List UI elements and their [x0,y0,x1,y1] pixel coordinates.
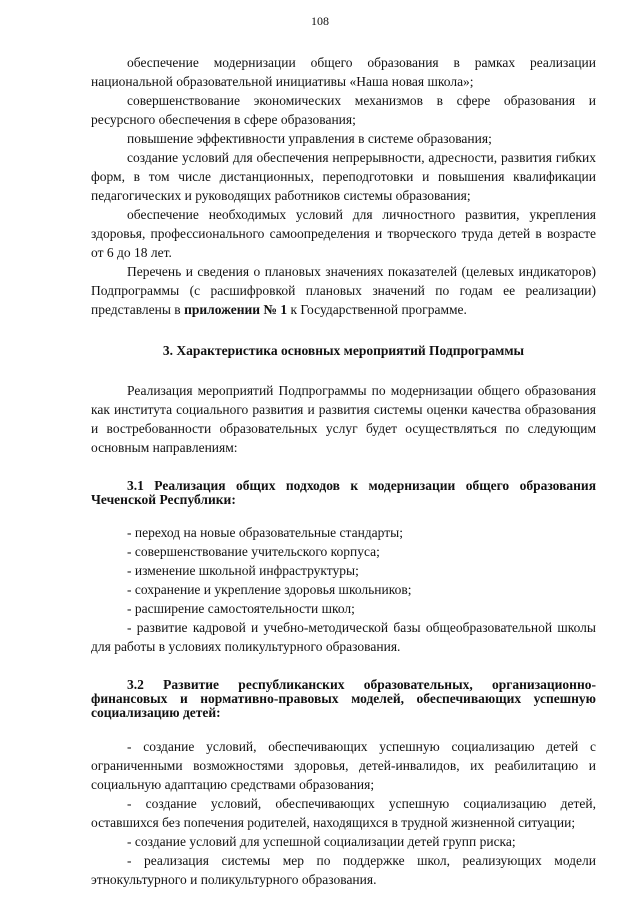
list-item: - совершенствование учительского корпуса; [127,544,380,559]
list-item: - переход на новые образовательные стандарты; [127,525,403,540]
list-item: - сохранение и укрепление здоровья школьников; [127,582,412,597]
intro-paragraph: обеспечение модернизации общего образования в рамках реализации национальной образовательной инициативы «Наша новая школа»; [91,55,596,89]
indicators-text-after: к Государственной программе. [287,302,467,317]
page-number: 108 [311,14,329,28]
indicators-text-before: Перечень и сведения о плановых значениях показателей (целевых индикаторов) Подпрограммы (с расшифровкой плановых значений по годам ее реализации) представлены в [91,264,596,317]
indicators-paragraph [91,262,596,319]
section-title: 3. Характеристика основных мероприятий Подпрограммы [162,343,525,358]
intro-paragraph: создание условий для обеспечения непрерывности, адресности, развития гибких форм, в том числе дистанционных, переподготовки и повышения квалификации педагогических и руководящих работников системы образования; [91,150,596,203]
list-item: - создание условий, обеспечивающих успешную социализацию детей с ограниченными возможностями здоровья, детей-инвалидов, их реабилитацию и социальную адаптацию средствами образования; [91,739,596,792]
section-intro: Реализация мероприятий Подпрограммы по модернизации общего образования как института социального развития и развития системы оценки качества образования и востребованности образовательных услуг будет осуществляться по следующим основным направлениям: [91,383,596,455]
appendix-reference: приложении № 1 [184,302,288,317]
list-item: - расширение самостоятельности школ; [127,601,355,616]
document-body [91,53,596,889]
intro-paragraph: обеспечение необходимых условий для личностного развития, укрепления здоровья, профессионального самоопределения и творческого труда детей в возрасте от 6 до 18 лет. [91,207,596,260]
subsection-2-heading: 3.2 Развитие республиканских образовательных, организационно-финансовых и нормативно-правовых моделей, обеспечивающих успешную социализацию детей: [91,677,596,720]
intro-paragraph: повышение эффективности управления в системе образования; [127,131,492,146]
list-item: - создание условий, обеспечивающих успешную социализацию детей, оставшихся без попечения родителей, находящихся в трудной жизненной ситуации; [91,796,596,830]
list-item: - изменение школьной инфраструктуры; [127,563,359,578]
subsection-1-heading: 3.1 Реализация общих подходов к модернизации общего образования Чеченской Республики: [91,478,596,507]
list-item: - создание условий для успешной социализации детей групп риска; [127,834,516,849]
list-item: - реализация системы мер по поддержке школ, реализующих модели этнокультурного и поликультурного образования. [91,853,596,887]
list-item: - развитие кадровой и учебно-методической базы общеобразовательной школы для работы в условиях поликультурного образования. [91,620,596,654]
intro-paragraph: совершенствование экономических механизмов в сфере образования и ресурсного обеспечения в сфере образования; [91,93,596,127]
